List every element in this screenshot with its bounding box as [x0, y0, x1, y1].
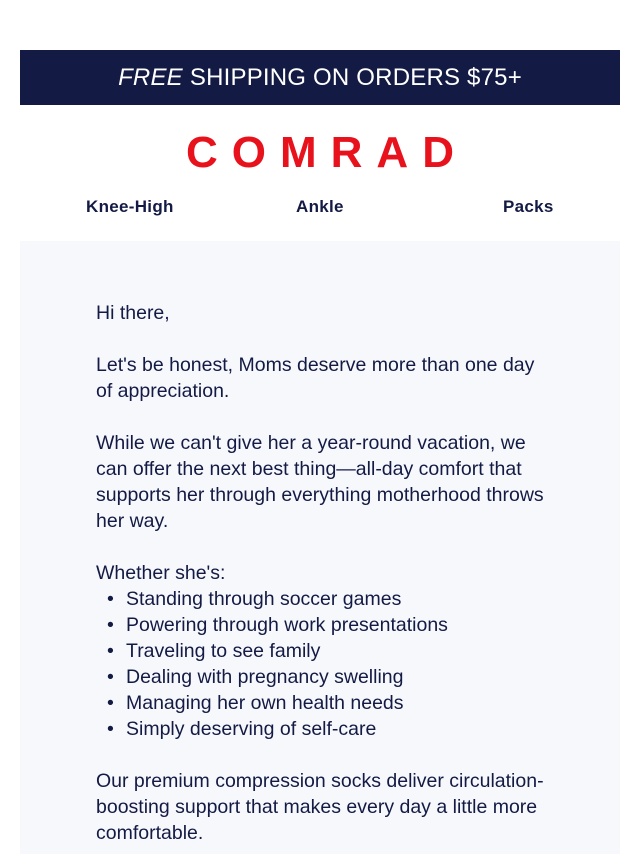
- banner-free-text: FREE: [118, 63, 183, 91]
- list-item: • Powering through work presentations: [126, 612, 556, 638]
- comrad-logo[interactable]: COMRAD: [186, 128, 468, 177]
- list-item: • Dealing with pregnancy swelling: [126, 664, 556, 690]
- list-item: • Simply deserving of self-care: [126, 716, 556, 742]
- email-text: [96, 300, 556, 854]
- paragraph-comfort: While we can't give her a year-round vacation, we can offer the next best thing—all-day comfort that supports her through everything motherhood throws her way.: [96, 432, 544, 532]
- nav-link-ankle[interactable]: Ankle: [296, 197, 344, 216]
- paragraph-compression: Our premium compression socks deliver circulation-boosting support that makes every day a little more comfortable.: [96, 770, 544, 844]
- list-item: • Managing her own health needs: [126, 690, 556, 716]
- email-body: [20, 241, 620, 854]
- list-item: • Standing through soccer games: [126, 586, 556, 612]
- greeting: Hi there,: [96, 302, 170, 324]
- category-nav: [20, 197, 620, 219]
- list-item: • Traveling to see family: [126, 638, 556, 664]
- nav-link-packs[interactable]: Packs: [503, 197, 554, 216]
- free-shipping-banner[interactable]: [20, 50, 620, 105]
- nav-link-knee-high[interactable]: Knee-High: [86, 197, 174, 216]
- banner-shipping-text: SHIPPING ON ORDERS $75+: [189, 63, 522, 91]
- reasons-list: [96, 586, 556, 742]
- list-intro: Whether she's:: [96, 562, 226, 584]
- paragraph-appreciation: Let's be honest, Moms deserve more than one day of appreciation.: [96, 354, 535, 402]
